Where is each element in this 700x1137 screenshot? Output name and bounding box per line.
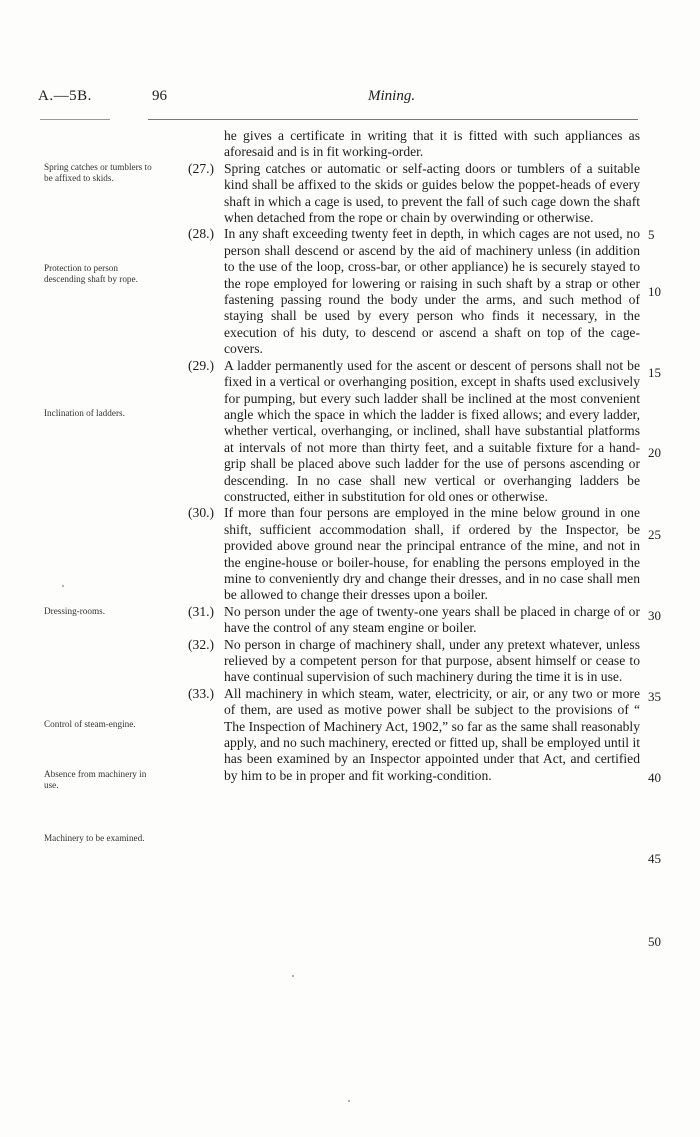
paragraph-continuation: he gives a certificate in writing that it is fitted with such appliances as aforesaid and is in fit working-order. [224,128,640,160]
paragraph-29: (29.) A ladder permanently used for the ascent or descent of persons shall not be fixed in a vertical or overhanging position, except in shafts used exclusively for pumping, but every such ladder shall be inclined at the most convenient angle which the space in which the ladder is fixed allows; and every ladder, whether vertical, overhanging, or inclined, shall have substantial platforms at intervals of not more than thirty feet, and a suitable fixture for a hand-grip shall be placed above such ladder for the use of persons ascending or descending. In no case shall new vertical or overhanging ladders be constructed, either in substitution for old ones or otherwise. [188,357,640,504]
paragraph-number: (33.) [188,685,215,701]
main-text [182,128,640,784]
paragraph-number: (28.) [188,226,215,242]
line-number: 30 [648,608,661,623]
page-number: 96 [152,88,167,104]
paragraph-number: (32.) [188,636,215,652]
sidenote-dressing-rooms: Dressing-rooms. [44,606,105,616]
line-number: 10 [648,284,661,299]
sidenote-control-steam-engine: Control of steam-engine. [44,719,136,729]
header-rule-left [40,119,110,120]
paragraph-33: (33.) All machinery in which steam, water, electricity, or air, or any two or more of them, are used as motive power shall be subject to the provisions of “ The Inspection of Machinery Act, 1902,” so far as the same shall reasonably apply, and no such machinery, erected or fitted up, shall be employed until it has been examined by an Inspector appointed under that Act, and certified by him to be in proper and fit working-condition. [188,685,640,783]
paragraph-28: (28.) In any shaft exceeding twenty feet in depth, in which cages are not used, no person shall descend or ascend by the aid of machinery unless (in addition to the use of the loop, cross-bar, or other appliance) he is securely stayed to the rope employed for lowering or raising in such shaft by a strap or other fastening passing round the body under the arms, and such method of staying shall be used by every person who finds it necessary, in the execution of his duty, to descend or ascend a shaft on top of the cage-covers. [188,226,640,357]
paragraph-number: (30.) [188,505,215,521]
paragraph-number: (29.) [188,357,215,373]
line-number: 35 [648,689,661,704]
line-number: 5 [648,227,655,242]
header-rule [148,119,638,120]
line-number: 40 [648,770,661,785]
sidenote-spring-catches: Spring catches or tumblers to be affixed to skids. [44,162,152,183]
line-number: 45 [648,851,661,866]
sidenote-machinery-examined: Machinery to be examined. [44,833,145,843]
sidenote-absence-machinery: Absence from machinery in use. [44,769,147,790]
page-header [0,88,700,110]
document-reference: A.—5B. [38,88,92,104]
sidenote-protection-descending: Protection to person descending shaft by rope. [44,263,138,284]
line-number: 50 [648,934,661,949]
scan-speck [348,1100,350,1102]
running-title: Mining. [368,88,416,104]
sidenote-inclination-ladders: Inclination of ladders. [44,408,125,418]
paragraph-number: (31.) [188,603,215,619]
scan-speck [292,975,294,977]
scan-speck [62,585,64,587]
line-number: 20 [648,445,661,460]
line-number: 25 [648,527,661,542]
line-number: 15 [648,365,661,380]
paragraph-27: (27.) Spring catches or automatic or self-acting doors or tumblers of a suitable kind shall be affixed to the skids or guides below the poppet-heads of every shaft in which a cage is used, to prevent the fall of such cage down the shaft when detached from the rope or chain by overwinding or otherwise. [188,160,640,226]
paragraph-30: (30.) If more than four persons are employed in the mine below ground in one shift, sufficient accommodation shall, if ordered by the Inspector, be provided above ground near the principal entrance of the mine, and not in the engine-house or boiler-house, for enabling the persons employed in the mine to conveniently dry and change their dresses, and in no case shall men be allowed to change their dresses upon a boiler. [188,505,640,603]
paragraph-32: (32.) No person in charge of machinery shall, under any pretext whatever, unless relieved by a competent person for that purpose, absent himself or cease to have continual supervision of such machinery during the time it is in use. [188,636,640,685]
paragraph-number: (27.) [188,160,215,176]
paragraph-31: (31.) No person under the age of twenty-one years shall be placed in charge of or have the control of any steam engine or boiler. [188,603,640,636]
